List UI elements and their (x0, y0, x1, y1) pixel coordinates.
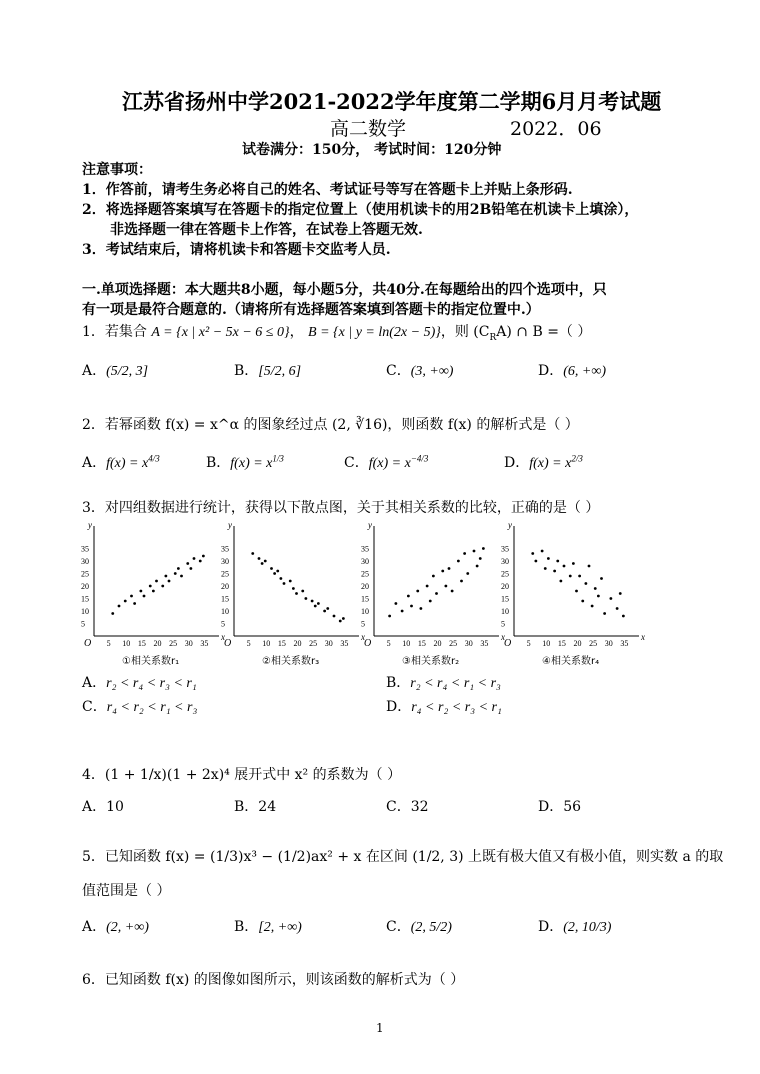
y-tick-label: 20 (81, 582, 89, 591)
x-tick-label: 25 (449, 639, 458, 648)
scatter-point (466, 572, 469, 575)
plot-caption: ②相关系数r₃ (262, 656, 320, 667)
y-tick-label: 35 (501, 544, 509, 554)
scatter-point (155, 580, 158, 583)
x-tick-label: 10 (122, 639, 131, 648)
x-tick-label: 20 (153, 639, 162, 648)
scatter-point (619, 592, 622, 595)
scatter-point (432, 575, 435, 578)
x-tick-label: 20 (293, 639, 302, 648)
scatter-point (388, 615, 391, 618)
x-tick-label: 30 (464, 639, 473, 648)
scatter-point (152, 590, 155, 593)
exam-subject: 高二数学 (330, 118, 407, 140)
scatter-point (394, 602, 397, 605)
scatter-point (594, 587, 597, 590)
scatter-plot-3 (361, 520, 505, 667)
scatter-point (139, 590, 142, 593)
q5-option-a: A．(2, +∞) (82, 919, 149, 935)
scatter-point (426, 585, 429, 588)
notice-heading: 注意事项： (82, 162, 152, 178)
scatter-point (410, 605, 413, 608)
origin-label: O (224, 638, 232, 649)
q3-option-b: B．r₂ < r₄ < r₁ < r₃ (386, 675, 501, 691)
scatter-point (463, 552, 466, 555)
scatter-point (547, 557, 550, 560)
scatter-point (401, 610, 404, 613)
q3-stem: 3．对四组数据进行统计，获得以下散点图，关于其相关系数的比较，正确的是（ ） (82, 500, 600, 516)
y-axis-label: y (368, 520, 372, 530)
y-tick-label: 10 (501, 607, 509, 616)
y-tick-label: 35 (361, 544, 369, 554)
scatter-point (556, 560, 559, 563)
scatter-point (270, 567, 273, 570)
x-tick-label: 30 (324, 639, 333, 648)
scatter-point (457, 560, 460, 563)
y-tick-label: 20 (361, 582, 369, 591)
q6-stem: 6．已知函数 f(x) 的图像如图所示，则该函数的解析式为（ ） (82, 972, 465, 988)
section1-heading-line2: 有一项是最符合题意的.（请将所有选择题答案填到答题卡的指定位置中.） (82, 302, 540, 318)
x-axis-label: x (501, 632, 505, 642)
scatter-point (441, 570, 444, 573)
scatter-point (314, 605, 317, 608)
x-tick-label: 35 (480, 639, 489, 648)
plot-caption: ①相关系数r₁ (122, 656, 180, 667)
scatter-point (273, 572, 276, 575)
q3-option-d: D．r₄ < r₂ < r₃ < r₁ (386, 699, 502, 715)
section1-heading-line1: 一.单项选择题：本大题共8小题，每小题5分，共40分.在每题给出的四个选项中，只 (82, 282, 607, 298)
scatter-point (588, 565, 591, 568)
scatter-point (133, 602, 136, 605)
scatter-point (292, 587, 295, 590)
scatter-point (180, 575, 183, 578)
scatter-point (202, 555, 205, 558)
q5-option-c: C．(2, 5/2) (386, 919, 452, 935)
scatter-point (130, 595, 133, 598)
scatter-point (276, 570, 279, 573)
x-tick-label: 35 (200, 639, 209, 648)
scatter-plot-4 (501, 520, 645, 667)
y-tick-label: 15 (81, 594, 89, 604)
q5-option-b: B．[2, +∞) (234, 919, 302, 935)
q4-option-c: C．32 (386, 799, 429, 815)
scatter-point (317, 602, 320, 605)
x-tick-label: 5 (106, 639, 111, 648)
exam-date: 2022．06 (510, 118, 602, 140)
y-tick-label: 35 (221, 544, 229, 554)
scatter-point (416, 590, 419, 593)
scatter-plot-2 (221, 520, 365, 667)
exam-title: 江苏省扬州中学2021-2022学年度第二学期6月月考试题 (122, 89, 662, 114)
x-tick-label: 5 (526, 639, 531, 648)
scatter-point (448, 567, 451, 570)
scatter-point (559, 580, 562, 583)
plot-caption: ③相关系数r₂ (402, 656, 460, 667)
scatter-point (569, 575, 572, 578)
y-axis-label: y (508, 520, 512, 530)
q1-ask2: A) ∩ B =（ ） (496, 324, 592, 340)
scatter-point (578, 575, 581, 578)
scatter-point (444, 585, 447, 588)
scatter-point (261, 562, 264, 565)
scatter-point (609, 597, 612, 600)
scatter-point (333, 615, 336, 618)
y-tick-label: 35 (81, 544, 89, 554)
y-tick-label: 30 (361, 557, 369, 566)
y-tick-label: 25 (81, 569, 89, 579)
x-tick-label: 15 (417, 639, 426, 648)
scatter-point (563, 565, 566, 568)
q2-stem: 2．若幂函数 f(x) = x^α 的图象经过点 (2, ∛16)，则函数 f(x) 的解析式是（ ） (82, 417, 579, 433)
q1-option-a: A．(5/2, 3] (82, 363, 149, 379)
scatter-point (581, 600, 584, 603)
scatter-point (189, 567, 192, 570)
y-tick-label: 15 (221, 594, 229, 604)
y-tick-label: 20 (501, 582, 509, 591)
x-axis-label: x (361, 632, 365, 642)
q2-option-a: A．$f(x) = x^{4/3}$ (82, 453, 160, 471)
y-tick-label: 30 (81, 557, 89, 566)
y-tick-label: 5 (361, 619, 365, 629)
scatter-point (143, 595, 146, 598)
y-tick-label: 10 (81, 607, 89, 616)
scatter-point (174, 572, 177, 575)
scatter-point (584, 582, 587, 585)
x-tick-label: 20 (433, 639, 442, 648)
scatter-point (193, 557, 196, 560)
q2-option-c: C．$f(x) = x^{-4/3}$ (344, 453, 429, 471)
scatter-point (304, 597, 307, 600)
x-axis-label: x (641, 632, 645, 642)
q5-option-d: D．(2, 10/3) (538, 919, 612, 935)
x-tick-label: 10 (402, 639, 411, 648)
y-tick-label: 20 (221, 582, 229, 591)
y-tick-label: 30 (221, 557, 229, 566)
scatter-point (531, 552, 534, 555)
scatter-point (479, 557, 482, 560)
q4-stem: 4．(1 + 1/x)(1 + 2x)⁴ 展开式中 x² 的系数为（ ） (82, 767, 402, 783)
scatter-point (111, 612, 114, 615)
scatter-point (186, 562, 189, 565)
scatter-point (591, 605, 594, 608)
x-tick-label: 25 (169, 639, 178, 648)
q2-option-b: B．$f(x) = x^{1/3}$ (206, 453, 284, 471)
x-tick-label: 15 (277, 639, 286, 648)
q3-option-c: C．r₄ < r₂ < r₁ < r₃ (82, 699, 198, 715)
q1-sep: ， (289, 324, 304, 340)
scatter-point (339, 620, 342, 623)
q4-option-b: B．24 (234, 799, 277, 815)
scatter-point (435, 592, 438, 595)
scatter-point (553, 570, 556, 573)
scatter-point (149, 585, 152, 588)
q5-stem-line2: 值范围是（ ） (82, 883, 171, 899)
x-tick-label: 10 (542, 639, 551, 648)
scatter-point (279, 577, 282, 580)
scatter-point (419, 607, 422, 610)
scatter-point (301, 590, 304, 593)
x-tick-label: 30 (184, 639, 193, 648)
scatter-point (622, 615, 625, 618)
scatter-point (177, 567, 180, 570)
scatter-point (572, 562, 575, 565)
scatter-point (323, 610, 326, 613)
scatter-point (534, 560, 537, 563)
x-tick-label: 5 (246, 639, 251, 648)
scatter-point (575, 590, 578, 593)
scatter-point (295, 592, 298, 595)
scatter-point (407, 595, 410, 598)
y-tick-label: 5 (221, 619, 225, 629)
y-tick-label: 25 (221, 569, 229, 579)
scatter-point (597, 595, 600, 598)
y-tick-label: 5 (501, 619, 505, 629)
y-tick-label: 25 (501, 569, 509, 579)
q1-option-d: D．(6, +∞) (538, 363, 606, 379)
scatter-point (283, 582, 286, 585)
x-tick-label: 5 (386, 639, 391, 648)
x-tick-label: 35 (620, 639, 629, 648)
q4-option-a: A．10 (82, 799, 124, 815)
x-tick-label: 15 (557, 639, 566, 648)
scatter-point (164, 575, 167, 578)
scatter-point (124, 600, 127, 603)
y-tick-label: 10 (361, 607, 369, 616)
scatter-plot-1 (81, 520, 225, 667)
x-tick-label: 25 (309, 639, 318, 648)
scatter-point (616, 607, 619, 610)
scatter-point (600, 577, 603, 580)
q1-option-c: C．(3, +∞) (386, 363, 454, 379)
scatter-point (311, 600, 314, 603)
notice-item-3: 3．考试结束后，请将机读卡和答题卡交监考人员. (82, 242, 391, 258)
notice-item-2: 2．将选择题答案填写在答题卡的指定位置上（使用机读卡的用2B铅笔在机读卡上填涂）， (82, 202, 639, 218)
scatter-point (168, 580, 171, 583)
scatter-point (326, 607, 329, 610)
x-tick-label: 15 (137, 639, 146, 648)
scatter-point (473, 550, 476, 553)
scatter-point (161, 585, 164, 588)
scatter-point (541, 550, 544, 553)
scatter-point (264, 560, 267, 563)
origin-label: O (84, 638, 92, 649)
scatter-point (482, 547, 485, 550)
q1-stem (82, 321, 591, 343)
scatter-point (289, 580, 292, 583)
q3-option-a: A．r₂ < r₄ < r₃ < r₁ (82, 675, 197, 691)
exam-info: 试卷满分：150分， 考试时间：120分钟 (242, 142, 502, 158)
scatter-point (460, 580, 463, 583)
y-tick-label: 5 (81, 619, 85, 629)
scatter-plots (80, 518, 650, 668)
q1-option-b: B．[5/2, 6] (234, 363, 302, 379)
origin-label: O (504, 638, 512, 649)
scatter-point (476, 565, 479, 568)
notice-item-1: 1．作答前，请考生务必将自己的姓名、考试证号等写在答题卡上并贴上条形码. (82, 182, 573, 198)
x-tick-label: 35 (340, 639, 349, 648)
scatter-point (118, 605, 121, 608)
q1-prefix: 1．若集合 (82, 324, 147, 340)
q1-ask: ，则 (C (440, 324, 490, 340)
x-tick-label: 30 (604, 639, 613, 648)
q1-setA: A = {x | x² − 5x − 6 ≤ 0} (151, 325, 290, 340)
y-tick-label: 15 (501, 594, 509, 604)
y-tick-label: 30 (501, 557, 509, 566)
scatter-point (199, 560, 202, 563)
y-tick-label: 10 (221, 607, 229, 616)
page-number: 1 (376, 1021, 384, 1035)
scatter-point (251, 552, 254, 555)
scatter-point (544, 567, 547, 570)
q5-stem-line1: 5．已知函数 f(x) = (1/3)x³ − (1/2)ax² + x 在区间 (1/2, 3) 上既有极大值又有极小值，则实数 a 的取 (82, 849, 724, 865)
x-tick-label: 25 (589, 639, 598, 648)
q1-setB: B = {x | y = ln(2x − 5)} (308, 325, 441, 340)
scatter-point (342, 617, 345, 620)
q1-sub: R (489, 332, 497, 343)
scatter-point (451, 590, 454, 593)
origin-label: O (364, 638, 372, 649)
scatter-point (258, 557, 261, 560)
plot-caption: ④相关系数r₄ (542, 656, 600, 667)
q4-option-d: D．56 (538, 799, 582, 815)
q2-option-d: D．$f(x) = x^{2/3}$ (504, 453, 583, 471)
x-axis-label: x (221, 632, 225, 642)
y-tick-label: 25 (361, 569, 369, 579)
y-axis-label: y (228, 520, 232, 530)
notice-item-2-cont: 非选择题一律在答题卡上作答，在试卷上答题无效. (110, 222, 423, 238)
x-tick-label: 20 (573, 639, 582, 648)
y-tick-label: 15 (361, 594, 369, 604)
scatter-point (603, 612, 606, 615)
scatter-point (429, 600, 432, 603)
y-axis-label: y (88, 520, 92, 530)
x-tick-label: 10 (262, 639, 271, 648)
